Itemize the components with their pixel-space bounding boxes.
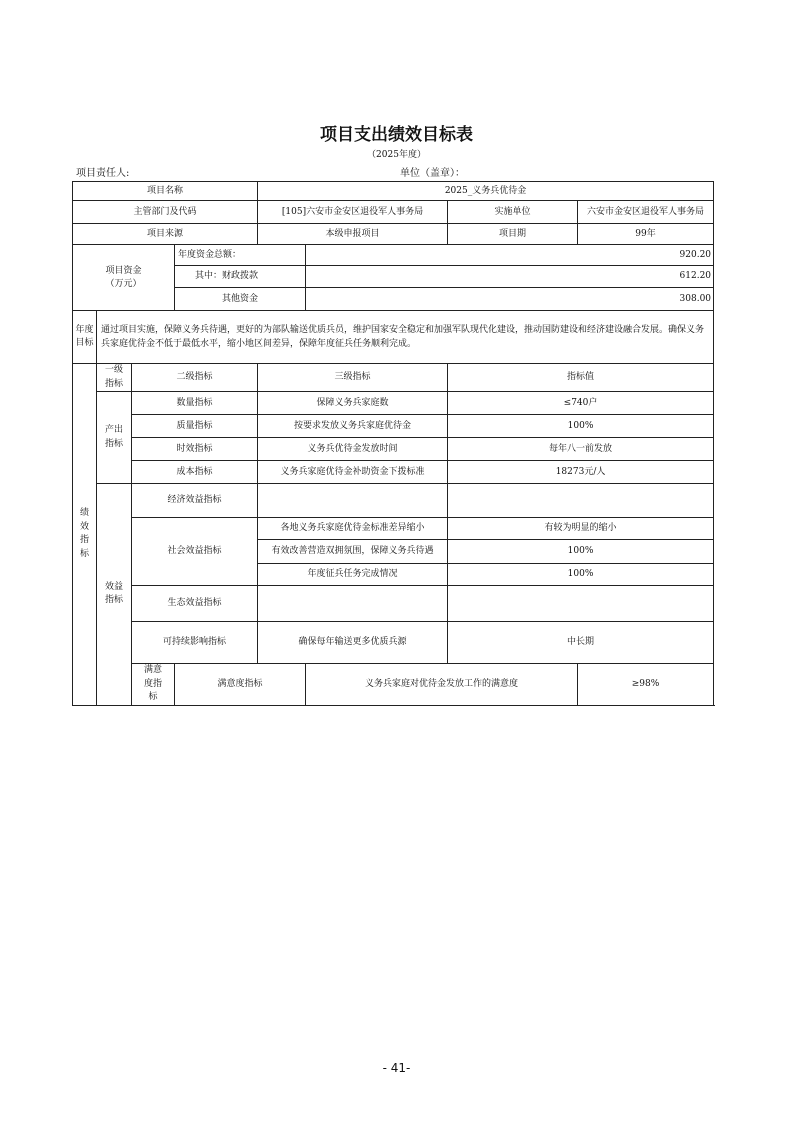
- table-row: [73, 664, 714, 706]
- table-row: [73, 586, 714, 622]
- ecological-level2: 生态效益指标: [132, 586, 258, 622]
- output-value: 100%: [448, 415, 714, 438]
- table-row: [73, 438, 714, 461]
- funds-total-label: 年度资金总额：: [175, 245, 306, 266]
- row-source: [73, 224, 714, 245]
- table-row: [73, 415, 714, 438]
- social-level3: 有效改善营造双拥氛围，保障义务兵待遇: [258, 540, 448, 564]
- economic-level2: 经济效益指标: [132, 484, 258, 518]
- economic-value: [448, 484, 714, 518]
- dept-value: [105]六安市金安区退役军人事务局: [258, 201, 448, 224]
- satisfaction-indicators-label: 满意 度指 标: [132, 664, 175, 706]
- social-level3: 各地义务兵家庭优待金标准差异缩小: [258, 518, 448, 540]
- project-name-value: 2025_义务兵优待金: [258, 182, 714, 201]
- output-level2: 时效指标: [132, 438, 258, 461]
- impl-unit-label: 实施单位: [448, 201, 578, 224]
- row-funds-total: [73, 245, 714, 266]
- sustainable-value: 中长期: [448, 622, 714, 664]
- output-value: 18273元/人: [448, 461, 714, 484]
- funds-fiscal-label: 其中：财政拨款: [175, 266, 306, 288]
- output-level3: 义务兵家庭优待金补助资金下拨标准: [258, 461, 448, 484]
- row-department: [73, 201, 714, 224]
- output-level3: 保障义务兵家庭数: [258, 392, 448, 415]
- output-indicators-label: 产出 指标: [97, 392, 132, 484]
- unit-seal-label: 单位（盖章）：: [400, 168, 465, 179]
- output-value: ≤740户: [448, 392, 714, 415]
- output-level2: 质量指标: [132, 415, 258, 438]
- table-row: [73, 461, 714, 484]
- header-level3: 三级指标: [258, 364, 448, 392]
- ecological-value: [448, 586, 714, 622]
- row-annual-goal: [73, 311, 714, 364]
- social-level3: 年度征兵任务完成情况: [258, 564, 448, 586]
- output-level3: 义务兵优待金发放时间: [258, 438, 448, 461]
- social-value: 有较为明显的缩小: [448, 518, 714, 540]
- sustainable-level3: 确保每年输送更多优质兵源: [258, 622, 448, 664]
- project-name-label: 项目名称: [73, 182, 258, 201]
- output-level2: 数量指标: [132, 392, 258, 415]
- indicators-section-label: 绩 效 指 标: [73, 364, 97, 706]
- output-value: 每年八一前发放: [448, 438, 714, 461]
- performance-goal-table: [72, 181, 714, 706]
- funds-fiscal-value: 612.20: [306, 266, 714, 288]
- funds-total-value: 920.20: [306, 245, 714, 266]
- header-value: 指标值: [448, 364, 714, 392]
- funds-other-label: 其他资金: [175, 288, 306, 311]
- social-value: 100%: [448, 564, 714, 586]
- impl-unit-value: 六安市金安区退役军人事务局: [578, 201, 714, 224]
- sustainable-level2: 可持续影响指标: [132, 622, 258, 664]
- period-value: 99年: [578, 224, 714, 245]
- responsible-person-label: 项目责任人:: [76, 168, 130, 179]
- period-label: 项目期: [448, 224, 578, 245]
- social-value: 100%: [448, 540, 714, 564]
- economic-level3: [258, 484, 448, 518]
- annual-goal-text: 通过项目实施，保障义务兵待遇，更好的为部队输送优质兵员，维护国家安全稳定和加强军队现代化建设，推动国防建设和经济建设融合发展。确保义务兵家庭优待金不低于最低水平，缩小地区间差异，保障年度征兵任务顺利完成。: [97, 311, 714, 364]
- table-row: [73, 392, 714, 415]
- row-indicator-header: [73, 364, 714, 392]
- table-row: [73, 622, 714, 664]
- satisfaction-value: ≥98%: [578, 664, 714, 706]
- header-level1: 一级 指标: [97, 364, 132, 392]
- page-number: - 41-: [382, 1061, 411, 1075]
- output-level3: 按要求发放义务兵家庭优待金: [258, 415, 448, 438]
- source-value: 本级申报项目: [258, 224, 448, 245]
- funds-label: 项目资金 （万元）: [73, 245, 175, 311]
- table-row: [73, 484, 714, 518]
- social-level2: 社会效益指标: [132, 518, 258, 586]
- annual-goal-label: 年度 目标: [73, 311, 97, 364]
- ecological-level3: [258, 586, 448, 622]
- output-level2: 成本指标: [132, 461, 258, 484]
- fiscal-year: （2025年度）: [367, 150, 426, 160]
- page-title: 项目支出绩效目标表: [320, 125, 473, 145]
- table-row: [73, 518, 714, 540]
- benefit-indicators-label: 效益 指标: [97, 484, 132, 706]
- header-level2: 二级指标: [132, 364, 258, 392]
- row-project-name: [73, 182, 714, 201]
- funds-other-value: 308.00: [306, 288, 714, 311]
- satisfaction-level3: 义务兵家庭对优待金发放工作的满意度: [306, 664, 578, 706]
- source-label: 项目来源: [73, 224, 258, 245]
- dept-label: 主管部门及代码: [73, 201, 258, 224]
- satisfaction-level2: 满意度指标: [175, 664, 306, 706]
